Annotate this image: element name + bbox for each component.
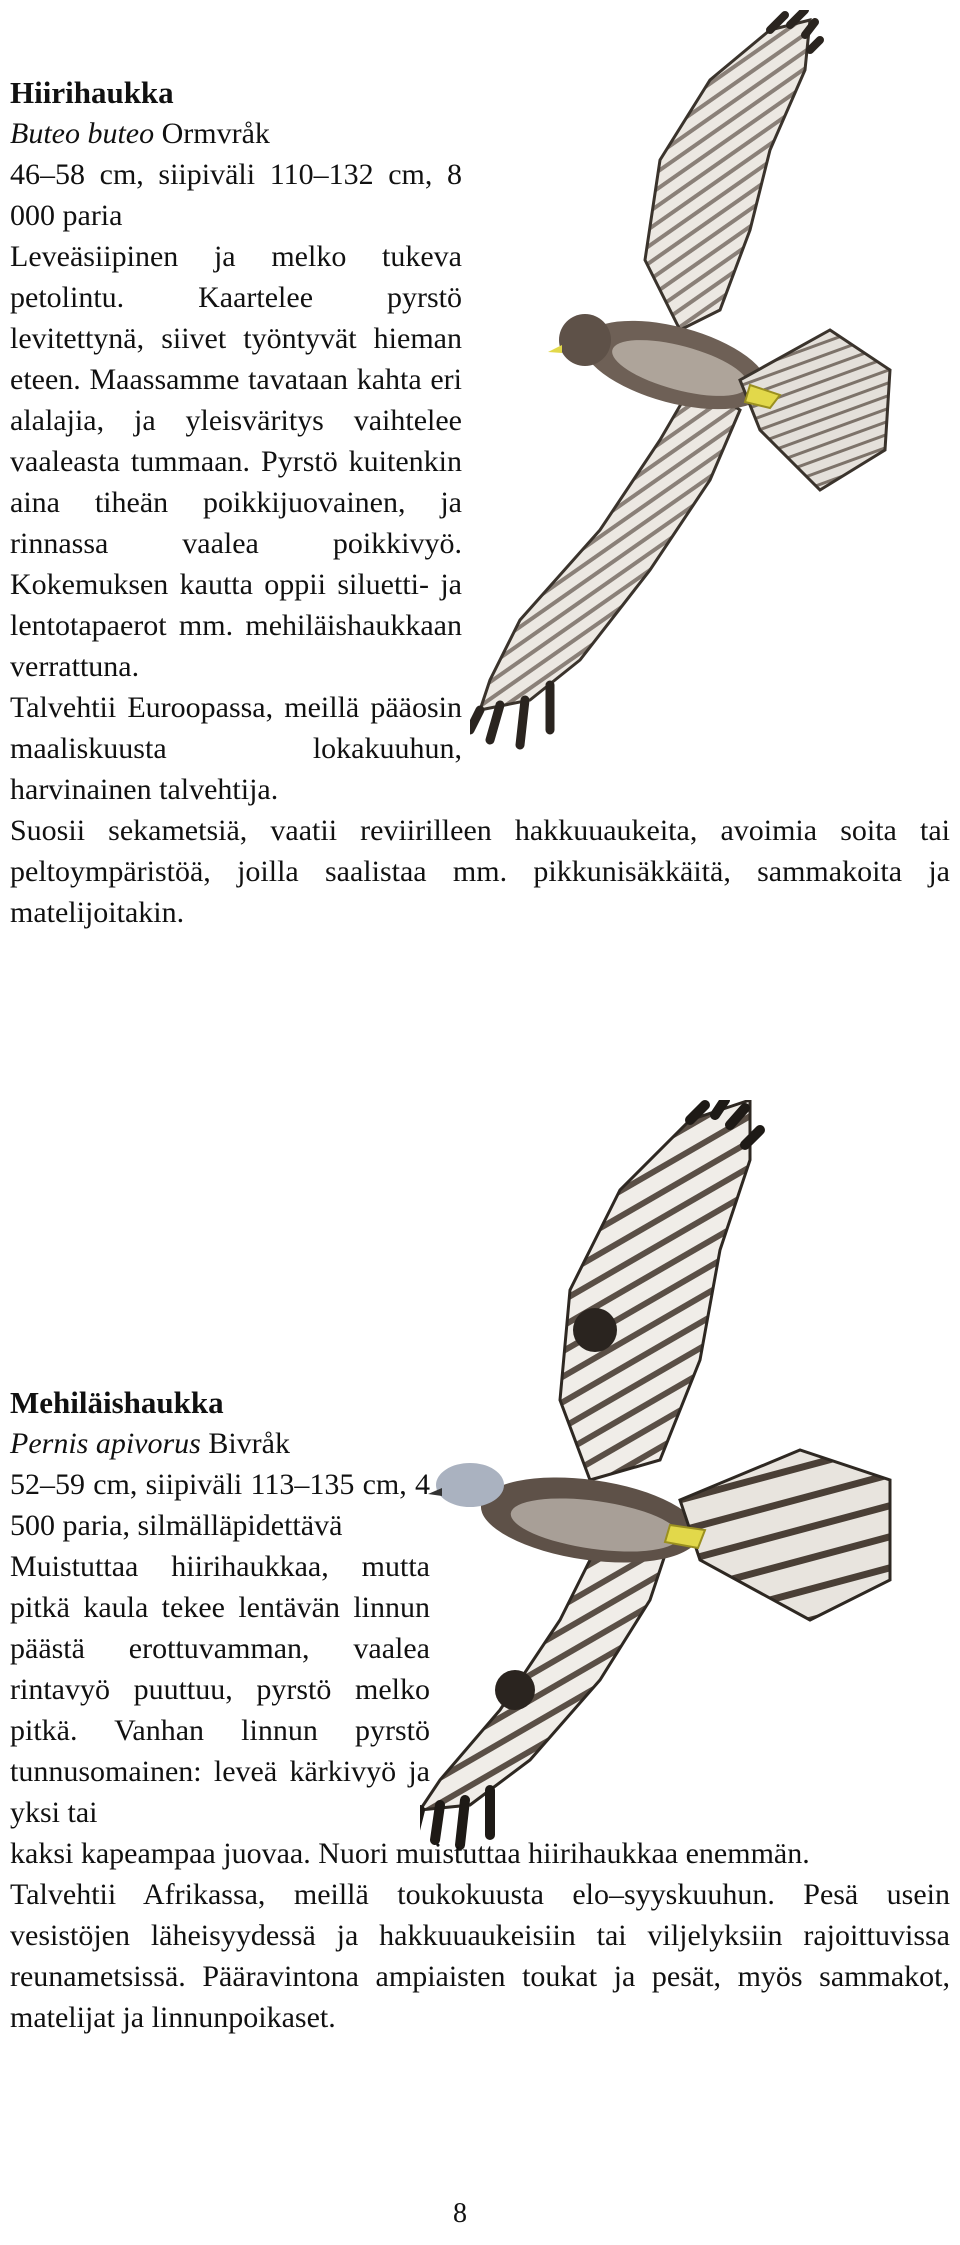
latin-name: Pernis apivorus — [10, 1427, 201, 1460]
swedish-name: Bivråk — [208, 1427, 290, 1460]
species-title: Mehiläishaukka — [10, 1385, 224, 1420]
swedish-name: Ormvråk — [161, 117, 270, 150]
species-description-continued: kaksi kapeampaa juovaa. Nuori muistuttaa hiirihaukkaa enemmän. — [10, 1837, 810, 1870]
species-entry-mehilaishaukka — [10, 1382, 950, 2038]
species-entry-hiirihaukka — [10, 72, 950, 933]
species-description: Leveäsiipinen ja melko tukeva petolintu. Kaartelee pyrstö levitettynä, siivet työntyvät hieman eteen. Maassamme tavataan kahta eri alalajia, ja yleisväritys vaihtelee vaaleasta tummaan. Pyrstö kuitenkin aina tiheän poikkijuovainen, ja rinnassa vaalea poikkivyö. Kokemuksen kautta oppii siluetti- ja lentotapaerot mm. mehiläishaukkaan verrattuna. — [10, 240, 462, 683]
species-names — [10, 113, 950, 154]
species-description: Muistuttaa hiirihaukkaa, mutta pitkä kaula tekee lentävän linnun päästä erottuvamman, vaalea rintavyö puuttuu, pyrstö melko pitkä. Vanhan linnun pyrstö tunnusomainen: leveä kärkivyö ja yksi tai — [10, 1550, 430, 1829]
species-migration-habitat: Talvehtii Afrikassa, meillä toukokuusta elo–syyskuuhun. Pesä usein vesistöjen läheisyydessä ja hakkuuaukeisiin tai viljelyksiin rajoittuvissa reunametsissä. Pääravintona ampiaisten toukat ja pesät, myös sammakot, matelijat ja linnunpoikaset. — [10, 1878, 950, 2034]
latin-name: Buteo buteo — [10, 117, 155, 150]
species-names — [10, 1423, 950, 1464]
species-measurements: 52–59 cm, siipiväli 113–135 cm, 4 500 paria, silmälläpidettävä — [10, 1468, 430, 1542]
species-measurements: 46–58 cm, siipiväli 110–132 cm, 8 000 paria — [10, 158, 462, 232]
species-migration: Talvehtii Euroopassa, meillä pääosin maaliskuusta lokakuuhun, harvinainen talvehtija. — [10, 691, 462, 806]
species-habitat: Suosii sekametsiä, vaatii reviirilleen hakkuuaukeita, avoimia soita tai peltoympäristöä, joilla saalistaa mm. pikkunisäkkäitä, sammakoita ja matelijoitakin. — [10, 814, 950, 929]
page-number: 8 — [453, 2198, 467, 2229]
species-title: Hiirihaukka — [10, 75, 174, 110]
